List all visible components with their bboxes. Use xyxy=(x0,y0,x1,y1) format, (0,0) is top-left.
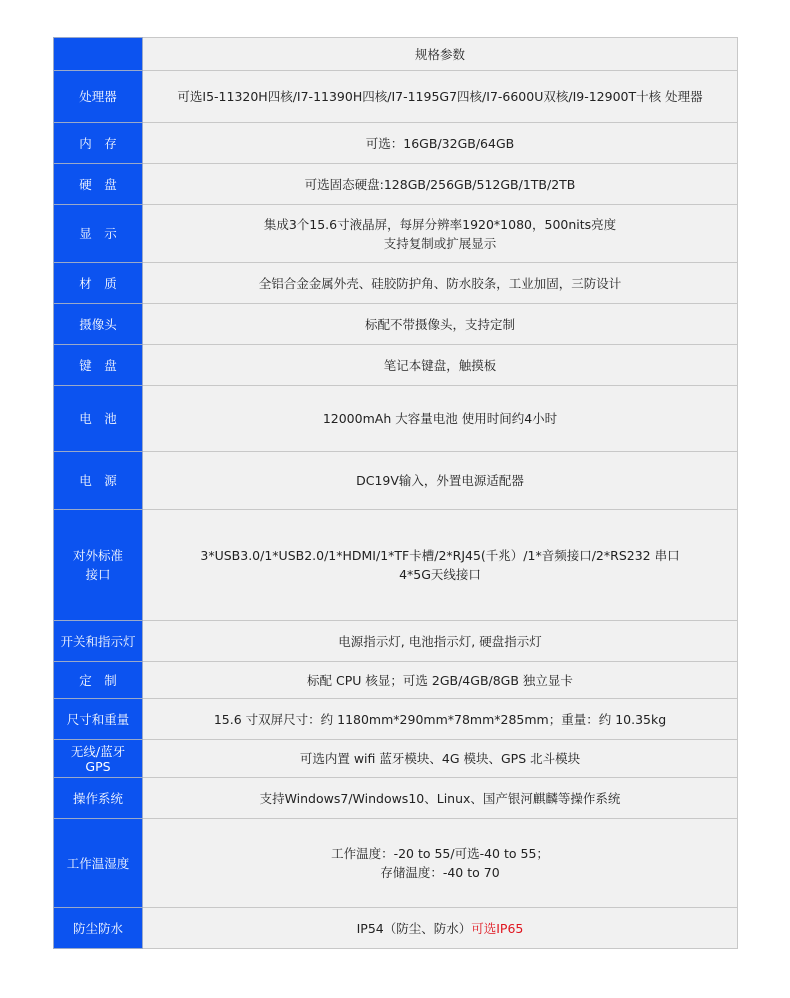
row-label-cpu: 处理器 xyxy=(54,71,143,123)
temperature-line-2: 存储温度：-40 to 70 xyxy=(380,865,500,880)
row-label-switches: 开关和指示灯 xyxy=(54,621,143,662)
wireless-label-line-2: GPS xyxy=(85,758,111,774)
interfaces-spec-line-2: 4*5G天线接口 xyxy=(399,567,481,582)
row-label-memory: 内 存 xyxy=(54,123,143,164)
row-value-camera: 标配不带摄像头，支持定制 xyxy=(143,304,738,345)
row-label-interfaces xyxy=(54,510,143,621)
row-value-memory: 可选：16GB/32GB/64GB xyxy=(143,123,738,164)
row-label-custom: 定 制 xyxy=(54,662,143,699)
table-header-row xyxy=(54,38,738,71)
row-value-ip-rating xyxy=(143,908,738,949)
table-row xyxy=(54,908,738,949)
table-row xyxy=(54,510,738,621)
ip-rating-standard: IP54（防尘、防水） xyxy=(356,920,472,936)
row-value-interfaces xyxy=(143,510,738,621)
table-row xyxy=(54,662,738,699)
table-row xyxy=(54,304,738,345)
table-row xyxy=(54,740,738,778)
table-row xyxy=(54,621,738,662)
row-label-display: 显 示 xyxy=(54,205,143,263)
table-row xyxy=(54,819,738,908)
row-label-power: 电 源 xyxy=(54,452,143,510)
display-spec-line-1: 集成3个15.6寸液晶屏，每屏分辨率1920*1080，500nits亮度 xyxy=(263,216,617,232)
spec-table xyxy=(53,37,738,949)
row-value-os: 支持Windows7/Windows10、Linux、国产银河麒麟等操作系统 xyxy=(143,778,738,819)
row-label-ip-rating: 防尘防水 xyxy=(54,908,143,949)
table-row xyxy=(54,778,738,819)
table-row xyxy=(54,164,738,205)
table-row xyxy=(54,386,738,452)
row-value-material: 全铝合金金属外壳、硅胶防护角、防水胶条，工业加固，三防设计 xyxy=(143,263,738,304)
row-label-temperature: 工作温湿度 xyxy=(54,819,143,908)
row-value-cpu: 可选I5-11320H四核/I7-11390H四核/I7-1195G7四核/I7-6600U双核/I9-12900T十核 处理器 xyxy=(143,71,738,123)
table-row xyxy=(54,263,738,304)
row-value-temperature xyxy=(143,819,738,908)
row-value-battery: 12000mAh 大容量电池 使用时间约4小时 xyxy=(143,386,738,452)
interfaces-label-line-1: 对外标准 xyxy=(72,548,123,563)
row-value-custom: 标配 CPU 核显；可选 2GB/4GB/8GB 独立显卡 xyxy=(143,662,738,699)
table-row xyxy=(54,452,738,510)
row-label-keyboard: 键 盘 xyxy=(54,345,143,386)
display-spec-line-2: 支持复制或扩展显示 xyxy=(383,235,497,251)
row-value-wireless: 可选内置 wifi 蓝牙模块、4G 模块、GPS 北斗模块 xyxy=(143,740,738,778)
row-value-keyboard: 笔记本键盘，触摸板 xyxy=(143,345,738,386)
row-value-power: DC19V输入，外置电源适配器 xyxy=(143,452,738,510)
wireless-label-line-1: 无线/蓝牙 xyxy=(70,743,126,759)
table-row xyxy=(54,71,738,123)
row-label-camera: 摄像头 xyxy=(54,304,143,345)
row-value-switches: 电源指示灯, 电池指示灯, 硬盘指示灯 xyxy=(143,621,738,662)
header-corner-cell xyxy=(54,38,143,71)
row-label-os: 操作系统 xyxy=(54,778,143,819)
row-label-size-weight: 尺寸和重量 xyxy=(54,699,143,740)
row-label-wireless xyxy=(54,740,143,778)
table-header-title: 规格参数 xyxy=(143,38,738,71)
row-label-material: 材 质 xyxy=(54,263,143,304)
interfaces-label-line-2: 接口 xyxy=(85,567,111,582)
table-row xyxy=(54,123,738,164)
row-value-size-weight: 15.6 寸双屏尺寸：约 1180mm*290mm*78mm*285mm；重量：约 10.35kg xyxy=(143,699,738,740)
interfaces-spec-line-1: 3*USB3.0/1*USB2.0/1*HDMI/1*TF卡槽/2*RJ45(千兆）/1*音频接口/2*RS232 串口 xyxy=(200,548,680,563)
table-row xyxy=(54,345,738,386)
ip-rating-optional: 可选IP65 xyxy=(471,920,524,936)
row-value-storage: 可选固态硬盘:128GB/256GB/512GB/1TB/2TB xyxy=(143,164,738,205)
row-label-battery: 电 池 xyxy=(54,386,143,452)
row-label-storage: 硬 盘 xyxy=(54,164,143,205)
table-row xyxy=(54,205,738,263)
table-row xyxy=(54,699,738,740)
row-value-display xyxy=(143,205,738,263)
temperature-line-1: 工作温度：-20 to 55/可选-40 to 55； xyxy=(331,846,549,861)
